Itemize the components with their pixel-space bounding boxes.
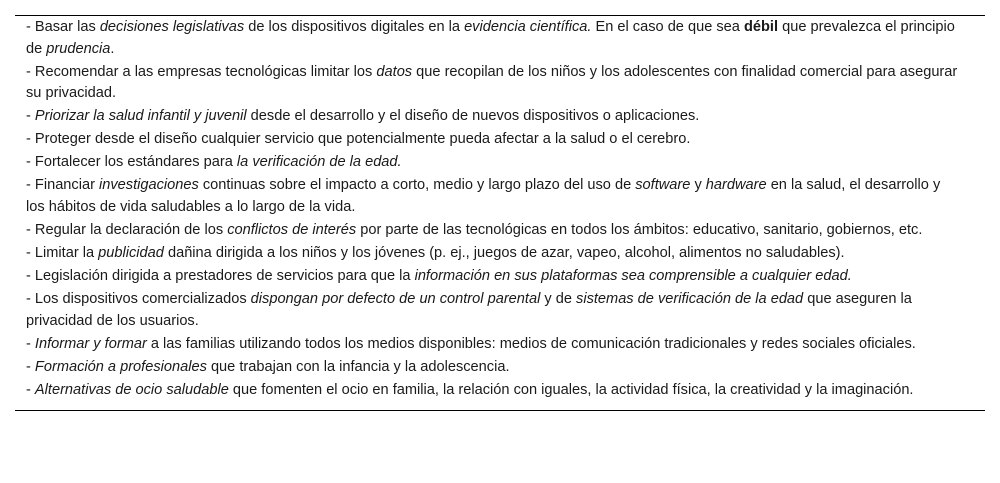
emphasis-text: Formación a profesionales (34, 359, 207, 376)
item-text: - Financiar (26, 177, 99, 194)
item-text: - (26, 108, 35, 125)
emphasis-text: sistemas de verificación de la edad (576, 291, 804, 308)
item-text: . (110, 40, 115, 57)
item-text: por parte de las tecnológicas en todos los ámbitos: educativo, sanitario, gobiernos, etc. (356, 222, 923, 239)
item-text: que aseguren la privacidad de los usuarios. (26, 291, 916, 329)
item-text: - Legislación dirigida a prestadores de servicios para que la (26, 268, 415, 285)
item-text: y (690, 177, 706, 194)
item-text: - (26, 359, 35, 376)
recommendation-item (26, 266, 961, 288)
item-text: en la salud, el desarrollo y los hábitos de vida saludables a lo largo de la vida. (26, 177, 945, 215)
emphasis-text: información en sus plataformas sea comprensible a cualquier edad. (414, 268, 852, 285)
item-text: que recopilan de los niños y los adolescentes con finalidad comercial para asegurar su privacidad. (26, 63, 962, 102)
recommendation-item (26, 175, 961, 218)
emphasis-text: Priorizar la salud infantil y juvenil (34, 108, 247, 125)
item-text: - Los dispositivos comercializados (26, 291, 251, 308)
emphasis-text: decisiones legislativas (99, 19, 245, 35)
recommendation-item (26, 152, 961, 174)
item-text: - Proteger desde el diseño cualquier servicio que potencialmente pueda afectar a la salud o el cerebro. (26, 131, 691, 148)
recommendation-item (26, 17, 961, 60)
item-text: - Basar las (26, 19, 100, 35)
recommendation-item (26, 129, 961, 151)
recommendation-item (26, 289, 961, 332)
item-text: - Recomendar a las empresas tecnológicas limitar los (26, 63, 377, 80)
recommendation-item (26, 357, 961, 379)
item-text: a las familias utilizando todos los medios disponibles: medios de comunicación tradicionales y redes sociales oficiales. (146, 335, 916, 352)
recommendations-list (15, 17, 985, 402)
item-text: de los dispositivos digitales en la (244, 19, 465, 35)
emphasis-text: evidencia científica. (464, 19, 592, 35)
emphasis-text: conflictos de interés (227, 222, 357, 239)
item-text: - (26, 335, 35, 352)
item-text: En el caso de que sea (591, 19, 744, 35)
item-text: - Regular la declaración de los (26, 222, 228, 239)
item-text: continuas sobre el impacto a corto, medio y largo plazo del uso de (198, 177, 636, 194)
item-text: - Limitar la (26, 245, 99, 262)
bold-text: débil (743, 19, 779, 35)
recommendation-item (26, 334, 961, 356)
emphasis-text: investigaciones (99, 177, 199, 194)
emphasis-text: hardware (705, 177, 767, 194)
emphasis-text: prudencia (46, 40, 111, 57)
item-text: y de (540, 291, 577, 308)
emphasis-text: publicidad (98, 245, 164, 262)
emphasis-text: Informar y formar (34, 335, 147, 352)
emphasis-text: dispongan por defecto de un control parental (250, 291, 541, 308)
item-text: desde el desarrollo y el diseño de nuevos dispositivos o aplicaciones. (246, 108, 700, 125)
emphasis-text: Alternativas de ocio saludable (34, 382, 229, 399)
emphasis-text: datos (376, 63, 413, 80)
item-text: que prevalezca el principio de (26, 19, 959, 57)
recommendation-item (26, 220, 961, 242)
item-text: - Fortalecer los estándares para (26, 154, 237, 171)
item-text: que trabajan con la infancia y la adolescencia. (206, 359, 510, 376)
recommendation-item (26, 62, 961, 105)
item-text: que fomenten el ocio en familia, la relación con iguales, la actividad física, la creatividad y la imaginación. (228, 382, 914, 399)
emphasis-text: software (635, 177, 691, 194)
recommendation-item (26, 106, 961, 128)
item-text: - (26, 382, 35, 399)
emphasis-text: la verificación de la edad. (236, 154, 402, 171)
recommendation-item (26, 243, 961, 265)
recommendations-table (15, 15, 985, 411)
recommendation-item (26, 380, 961, 402)
item-text: dañina dirigida a los niños y los jóvenes (p. ej., juegos de azar, vapeo, alcohol, alimentos no saludables). (163, 245, 845, 262)
